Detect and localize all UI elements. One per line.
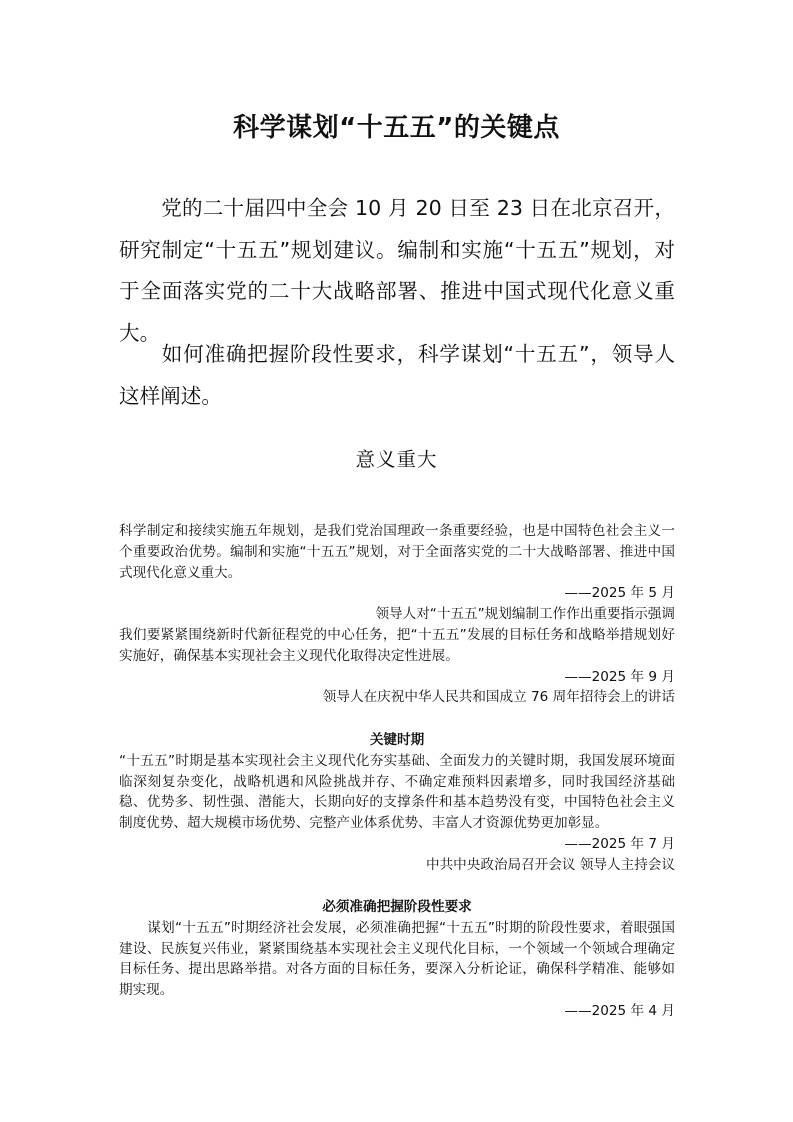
key-period-date: ——2025 年 7 月	[564, 835, 675, 852]
quote-date: ——2025 年 9 月	[564, 668, 675, 685]
stage-requirements-date: ——2025 年 4 月	[564, 1002, 675, 1019]
intro-paragraph-2	[119, 334, 675, 417]
intro-paragraph-1	[119, 188, 675, 354]
key-period-heading: 关键时期	[369, 732, 425, 748]
quote-text: 科学制定和接续实施五年规划，是我们党治国理政一条重要经验，也是中国特色社会主义一个重要政治优势。编制和实施“十五五”规划，对于全面落实党的二十大战略部署、推进中国式现代化意义重大。	[119, 523, 675, 581]
stage-requirements-text: 谋划“十五五”时期经济社会发展，必须准确把握“十五五”时期的阶段性要求，着眼强国建设、民族复兴伟业，紧紧围绕基本实现社会主义现代化目标，一个领域一个领域合理确定目标任务、提出思路举措。对各方面的目标任务，要深入分析论证，确保科学精准、能够如期实现。	[119, 919, 675, 999]
stage-requirements-heading: 必须准确把握阶段性要求	[322, 899, 472, 915]
quote-source: 领导人在庆祝中华人民共和国成立 76 周年招待会上的讲话	[322, 689, 675, 706]
document-title: 科学谋划“十五五”的关键点	[233, 113, 560, 143]
section-heading-significance: 意义重大	[355, 448, 438, 471]
stage-requirements-block	[119, 897, 675, 1022]
quotes-block	[119, 521, 675, 708]
intro-paragraph-1-text: 党的二十届四中全会 10 月 20 日至 23 日在北京召开，研究制定“十五五”规划建议。编制和实施“十五五”规划，对于全面落实党的二十大战略部署、推进中国式现代化意义重大。	[119, 196, 675, 345]
key-period-source: 中共中央政治局召开会议 领导人主持会议	[425, 856, 675, 873]
quote-text: 我们要紧紧围绕新时代新征程党的中心任务，把“十五五”发展的目标任务和战略举措规划好实施好，确保基本实现社会主义现代化取得决定性进展。	[119, 626, 675, 664]
quote-date: ——2025 年 5 月	[564, 585, 675, 602]
key-period-block	[119, 730, 675, 876]
intro-paragraph-2-text: 如何准确把握阶段性要求，科学谋划“十五五”，领导人这样阐述。	[119, 342, 675, 408]
key-period-text: “十五五”时期是基本实现社会主义现代化夯实基础、全面发力的关键时期，我国发展环境面临深刻复杂变化，战略机遇和风险挑战并存、不确定难预料因素增多，同时我国经济基础稳、优势多、韧性强、潜能大，长期向好的支撑条件和基本趋势没有变，中国特色社会主义制度优势、超大规模市场优势、完整产业体系优势、丰富人才资源优势更加彰显。	[119, 752, 675, 832]
stage-requirements-paragraph	[119, 918, 675, 1001]
quote-source: 领导人对“十五五”规划编制工作作出重要指示强调	[375, 606, 675, 623]
